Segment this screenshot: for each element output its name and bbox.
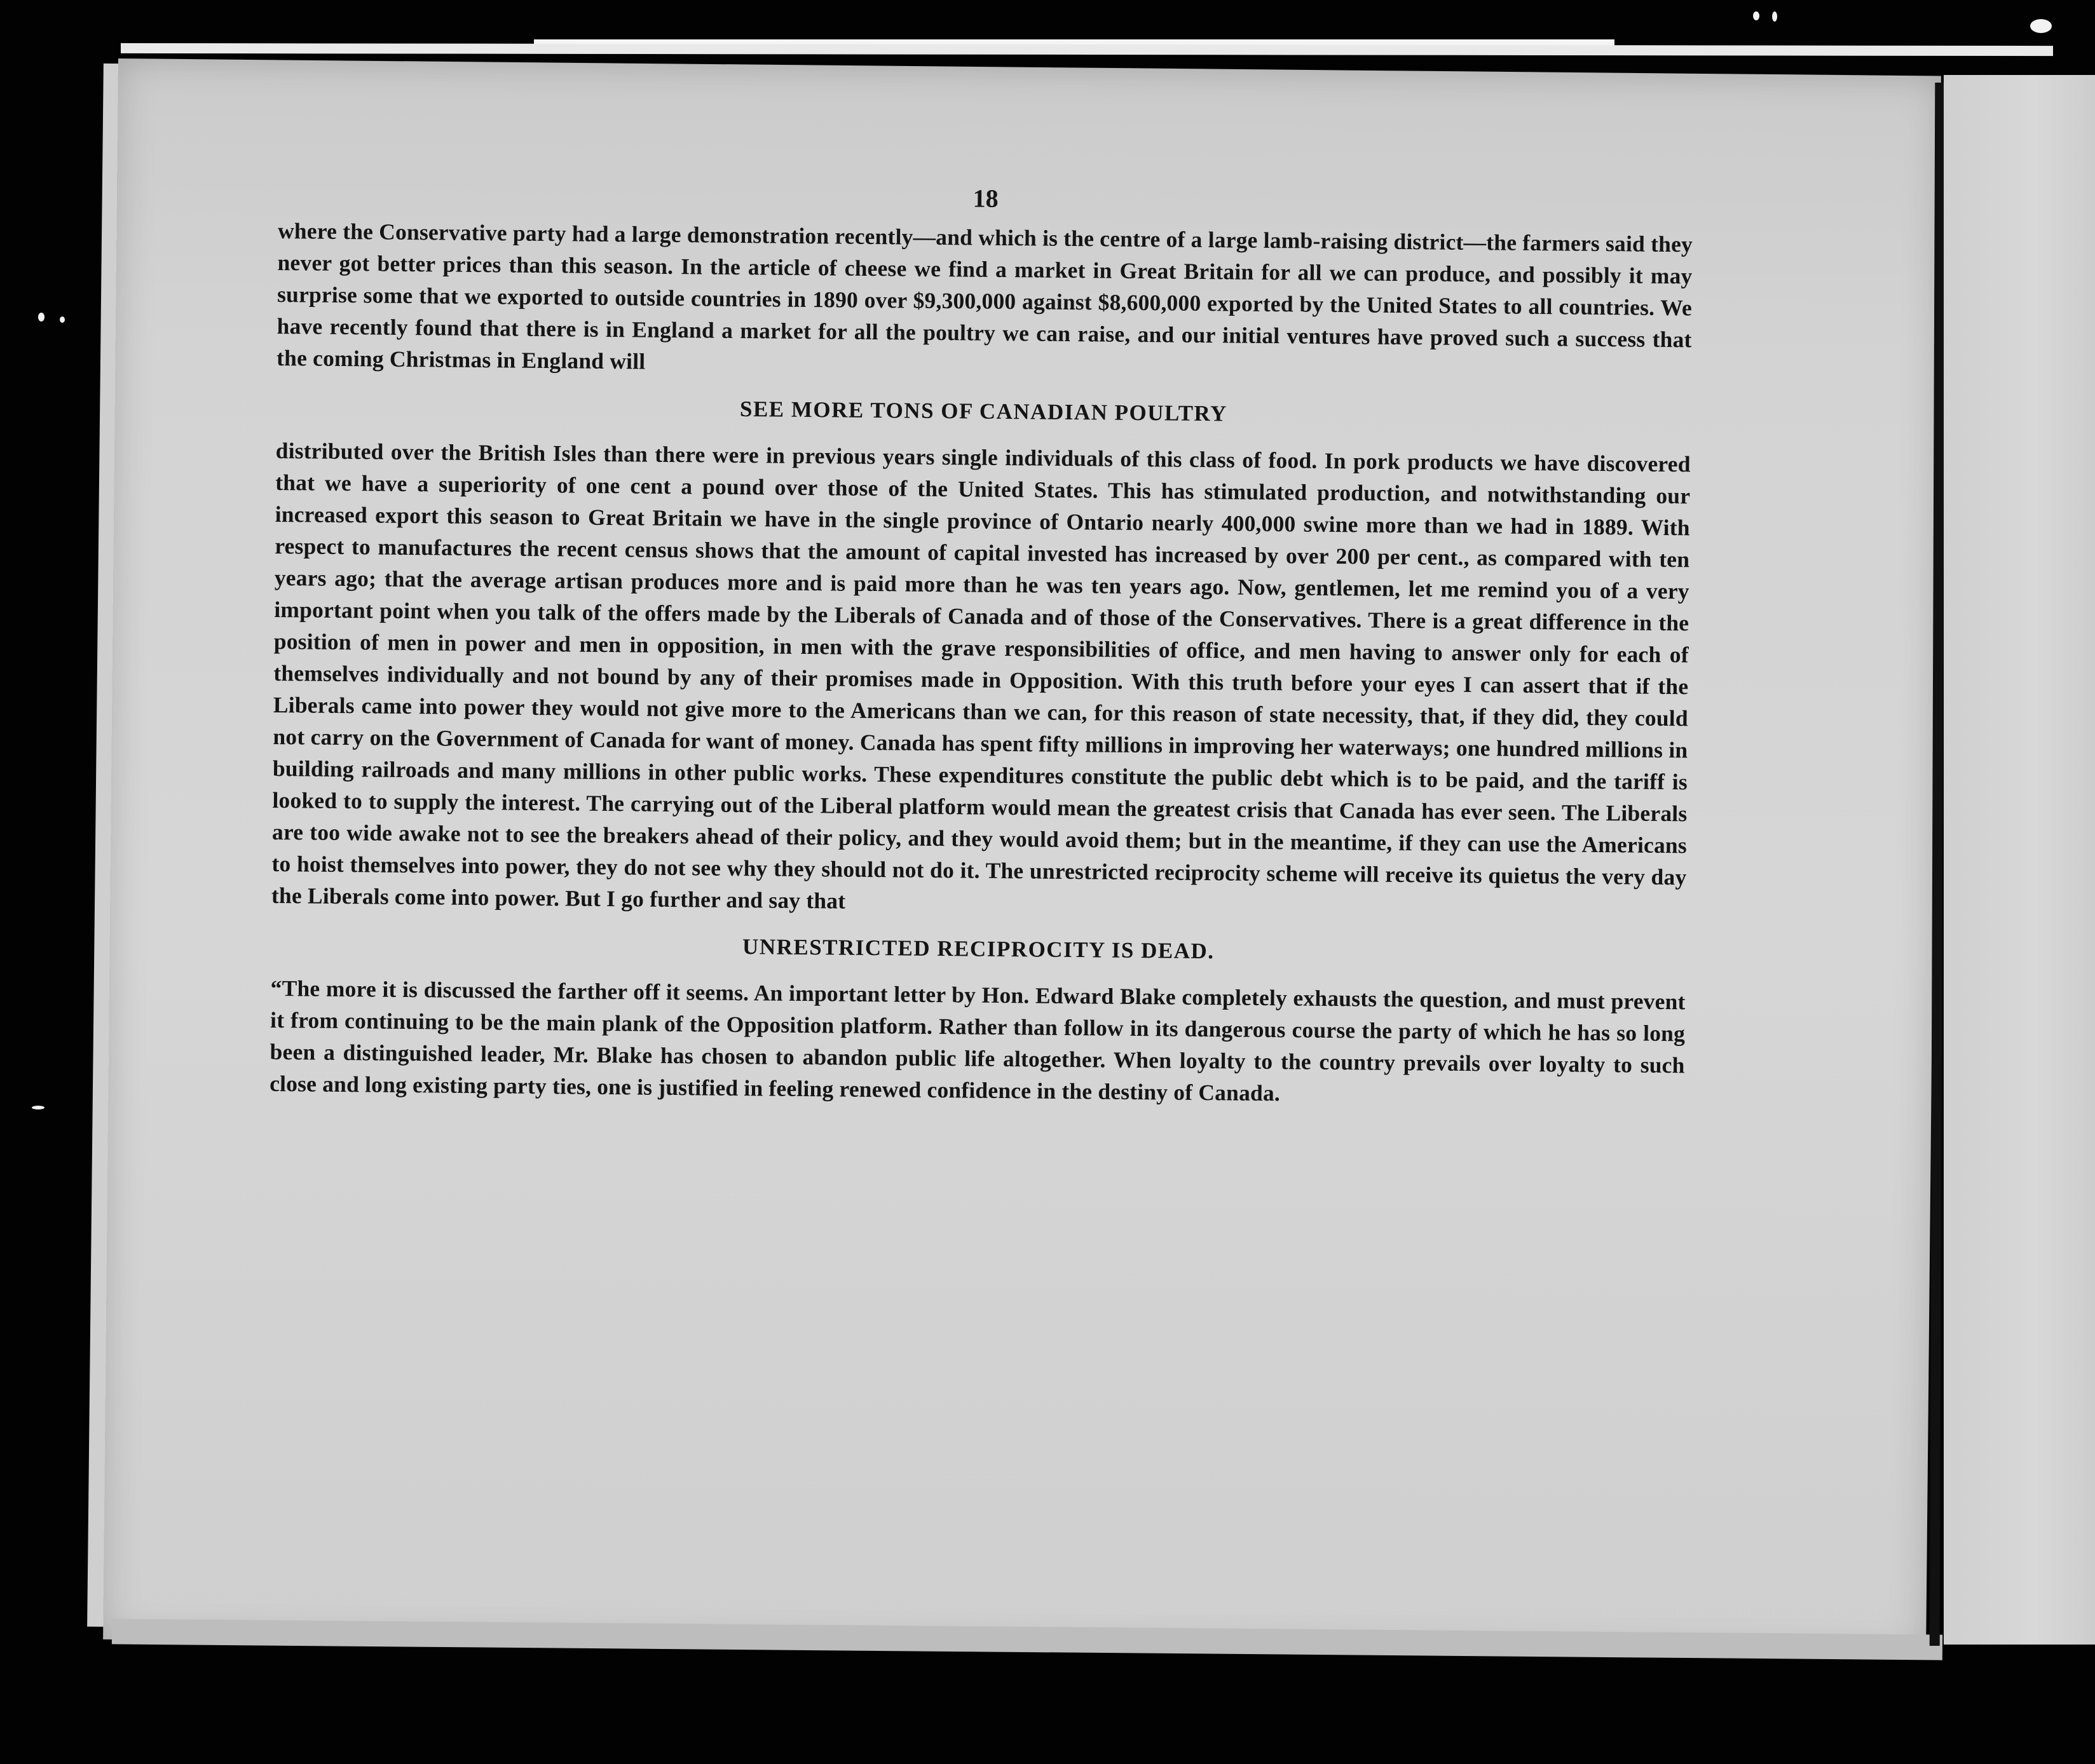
page-number: 18 bbox=[972, 184, 999, 213]
page-top-edge bbox=[121, 43, 2053, 56]
page-text bbox=[266, 169, 1693, 1466]
scan-speck bbox=[32, 1106, 44, 1109]
scan-speck bbox=[1772, 11, 1777, 22]
scan-speck bbox=[38, 313, 44, 322]
paragraph-2: distributed over the British Isles than there were in previous years single individuals of this class of food. In pork products we have discovered that we have a superiority of one cent a pound over those of the United States. This has stimulated production, and notwithstanding our increased export this season to Great Britain we have in the single province of Ontario nearly 400,000 swine more than we had in 1889. With respect to manufactures the recent census shows that the amount of capital invested has increased by over 200 per cent., as compared with ten years ago; that the average artisan produces more and is paid more than he was ten years ago. Now, gentlemen, let me remind you of a very important point when you talk of the offers made by the Liberals of Canada and of those of the Conservatives. There is a great difference in the position of men in power and men in opposition, in men with the grave responsibilities of office, and men having to answer only for each of themselves individually and not bound by any of their promises made in Opposition. With this truth before your eyes I can assert that if the Liberals came into power they would not give more to the Americans than we can, for this reason of state necessity, that, if they did, they could not carry on the Government of Canada for want of money. Canada has spent fifty millions in improving her waterways; one hundred millions in building railroads and many millions in other public works. These expenditures constitute the public debt which is to be paid, and the tariff is looked to to supply the interest. The carrying out of the Liberal platform would mean the greatest crisis that Canada has ever seen. The Liberals are too wide awake not to see the breakers ahead of their policy, and they would avoid them; but in the meantime, if they can use the Americans to hoist themselves into power, they do not see why they should not do it. The unrestricted reciprocity scheme will receive its quietus the very day the Liberals come into power. But I go further and say that bbox=[271, 437, 1691, 914]
scan-speck bbox=[2030, 19, 2052, 33]
scan-speck bbox=[60, 316, 65, 323]
section-heading-reciprocity: UNRESTRICTED RECIPROCITY IS DEAD. bbox=[742, 934, 1215, 964]
section-heading-poultry: SEE MORE TONS OF CANADIAN POULTRY bbox=[739, 396, 1227, 426]
paragraph-1: where the Conservative party had a large demonstration recently—and which is the centre of a large lamb-raising district—the farmers said they never got better prices than this season. In the article of cheese we find a market in Great Britain for all we can produce, and possibly it may surprise some that we exported to outside countries in 1890 over $9,300,000 against $8,600,000 exported by the United States to all countries. We have recently found that there is in England a market for all the poultry we can raise, and our initial ventures have proved such a success that the coming Christmas in England will bbox=[276, 217, 1693, 374]
scan-speck bbox=[1753, 11, 1759, 20]
paragraph-3: “The more it is discussed the farther off it seems. An important letter by Hon. Edward Blake completely exhausts the question, and must prevent it from continuing to be the main plank of the Opposition platform. Rather than follow in its dangerous course the party of which he has so long been a distinguished leader, Mr. Blake has chosen to abandon public life altogether. When loyalty to the country prevails over loyalty to such close and long existing party ties, one is justified in feeling renewed confidence in the destiny of Canada. bbox=[269, 975, 1686, 1106]
right-page-edge bbox=[1944, 75, 2095, 1645]
